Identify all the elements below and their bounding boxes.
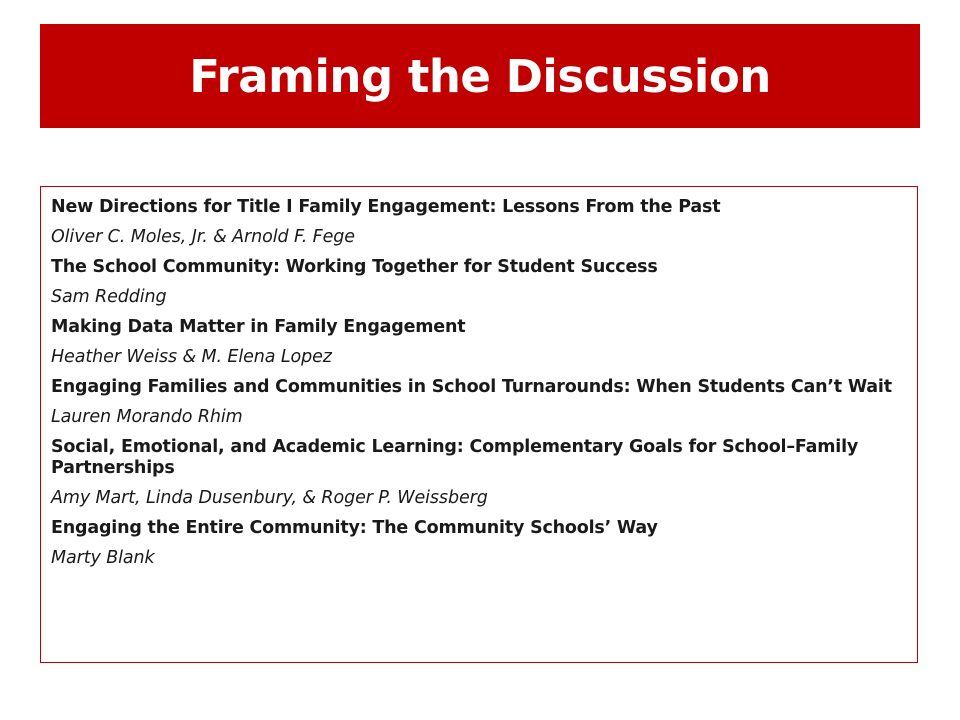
entry-author: Sam Redding — [51, 287, 167, 307]
list-item — [51, 317, 903, 368]
entry-title: Engaging the Entire Community: The Community Schools’ Way — [51, 518, 658, 538]
list-item — [51, 257, 903, 308]
entry-author: Lauren Morando Rhim — [51, 407, 243, 427]
list-item — [51, 518, 903, 569]
slide-title: Framing the Discussion — [189, 49, 771, 103]
title-banner — [40, 24, 920, 128]
entry-title: Social, Emotional, and Academic Learning: Complementary Goals for School–Family Partnerships — [51, 437, 859, 478]
entry-title: New Directions for Title I Family Engagement: Lessons From the Past — [51, 197, 721, 217]
list-item — [51, 377, 903, 428]
entry-author: Heather Weiss & M. Elena Lopez — [51, 347, 332, 367]
list-item — [51, 197, 903, 248]
entry-author: Marty Blank — [51, 548, 155, 568]
entry-author: Oliver C. Moles, Jr. & Arnold F. Fege — [51, 227, 355, 247]
entry-title: Making Data Matter in Family Engagement — [51, 317, 466, 337]
entry-author: Amy Mart, Linda Dusenbury, & Roger P. Weissberg — [51, 488, 488, 508]
content-box — [40, 186, 918, 663]
entry-title: The School Community: Working Together for Student Success — [51, 257, 658, 277]
list-item — [51, 437, 903, 509]
entry-title: Engaging Families and Communities in School Turnarounds: When Students Can’t Wait — [51, 377, 892, 397]
